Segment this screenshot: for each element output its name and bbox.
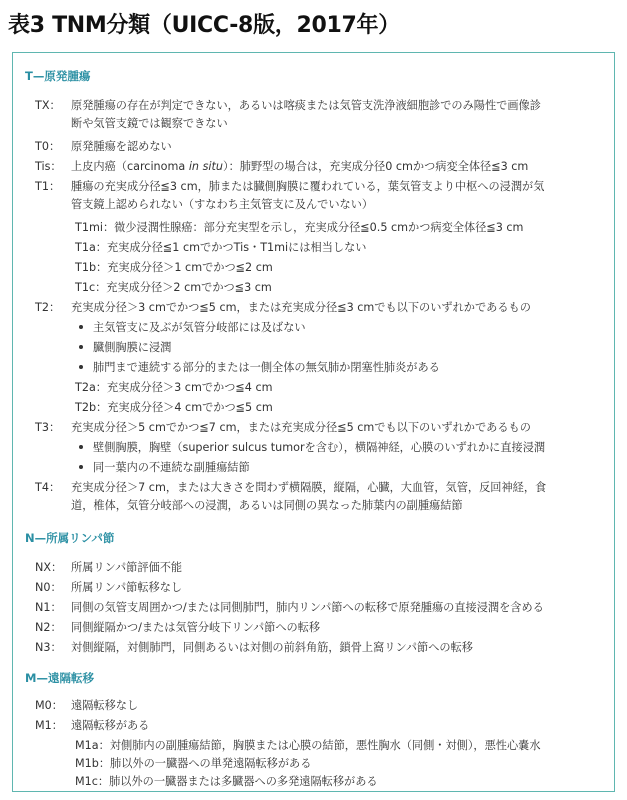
text-tx xyxy=(71,99,596,131)
sub-t1a: T1a：充実成分径≦1 cmでかつTis・T1miには相当しない xyxy=(75,241,367,254)
text-m0: 遠隔転移なし xyxy=(71,699,139,712)
bullet-t3-1 xyxy=(79,441,599,455)
bullet-text: 臓側胸膜に浸潤 xyxy=(93,341,172,354)
sub-m1a: M1a：対側肺内の副腫瘍結節，胸膜または心膜の結節，悪性胸水（同側・対側），悪性心嚢水 xyxy=(75,739,541,752)
sub-m1c: M1c：肺以外の一臓器または多臓器への多発遠隔転移がある xyxy=(75,775,378,788)
text-t3: 充実成分径＞5 cmでかつ≦7 cm，または充実成分径≦5 cmでも以下のいずれかであるもの xyxy=(71,421,531,434)
sub-t1b: T1b：充実成分径＞1 cmでかつ≦2 cm xyxy=(75,261,273,274)
bullet-t2-1 xyxy=(79,321,599,335)
code-n0: N0： xyxy=(35,581,62,594)
section-heading-m: M—遠隔転移 xyxy=(25,671,94,685)
tis-pre: 上皮内癌（carcinoma xyxy=(71,160,189,173)
bullet-text: 主気管支に及ぶが気管分岐部には及ばない xyxy=(93,321,306,334)
text-tis xyxy=(71,160,596,174)
tis-italic: in situ xyxy=(188,160,223,173)
page-title: 表3 TNM分類（UICC-8版，2017年） xyxy=(8,13,400,38)
bullet-dot xyxy=(79,445,83,449)
tis-post: ）：肺野型の場合は，充実成分径0 cmかつ病変全体径≦3 cm xyxy=(222,160,529,173)
section-heading-n: N—所属リンパ節 xyxy=(25,531,115,545)
text-t2: 充実成分径＞3 cmでかつ≦5 cm，または充実成分径≦3 cmでも以下のいずれかであるもの xyxy=(71,301,531,314)
text-nx: 所属リンパ節評価不能 xyxy=(71,561,183,574)
bullet-text: 壁側胸膜，胸壁（superior sulcus tumorを含む），横隔神経，心膜のいずれかに直接浸潤 xyxy=(93,441,546,454)
text-t0: 原発腫瘍を認めない xyxy=(71,140,172,153)
sub-t2b: T2b：充実成分径＞4 cmでかつ≦5 cm xyxy=(75,401,273,414)
bullet-text: 肺門まで連続する部分的または一側全体の無気肺か閉塞性肺炎がある xyxy=(93,361,440,374)
code-n1: N1： xyxy=(35,601,62,614)
text-n0: 所属リンパ節転移なし xyxy=(71,581,183,594)
text-n3: 対側縦隔，対側肺門，同側あるいは対側の前斜角筋，鎖骨上窩リンパ節への転移 xyxy=(71,641,473,654)
t4-line-2: 道，椎体，気管分岐部への浸潤，あるいは同側の異なった肺葉内の副腫瘍結節 xyxy=(71,499,463,512)
sub-t1c: T1c：充実成分径＞2 cmでかつ≦3 cm xyxy=(75,281,272,294)
section-heading-t: T—原発腫瘍 xyxy=(25,69,91,83)
code-m1: M1： xyxy=(35,719,63,732)
code-n3: N3： xyxy=(35,641,62,654)
sub-m1b: M1b：肺以外の一臓器への単発遠隔転移がある xyxy=(75,757,312,770)
sub-t1mi: T1mi：微少浸潤性腺癌：部分充実型を示し，充実成分径≦0.5 cmかつ病変全体径≦3 cm xyxy=(75,221,524,234)
code-tis: Tis： xyxy=(35,160,62,173)
tx-line-1: 原発腫瘍の存在が判定できない，あるいは喀痰または気管支洗浄液細胞診でのみ陽性で画像診 xyxy=(71,99,541,112)
tx-line-2: 断や気管支鏡では観察できない xyxy=(71,117,228,130)
text-t1 xyxy=(71,180,596,212)
text-m1: 遠隔転移がある xyxy=(71,719,150,732)
bullet-t3-2 xyxy=(79,461,599,475)
code-t1: T1： xyxy=(35,180,61,193)
bullet-dot xyxy=(79,325,83,329)
bullet-t2-2 xyxy=(79,341,599,355)
text-n1: 同側の気管支周囲かつ/または同側肺門，肺内リンパ節への転移で原発腫瘍の直接浸潤を含める xyxy=(71,601,544,614)
tnm-table-box xyxy=(12,52,615,792)
code-t3: T3： xyxy=(35,421,61,434)
code-m0: M0： xyxy=(35,699,63,712)
sub-t2a: T2a：充実成分径＞3 cmでかつ≦4 cm xyxy=(75,381,273,394)
code-t2: T2： xyxy=(35,301,61,314)
bullet-dot xyxy=(79,365,83,369)
code-t4: T4： xyxy=(35,481,61,494)
text-n2: 同側縦隔かつ/または気管分岐下リンパ節への転移 xyxy=(71,621,321,634)
code-nx: NX： xyxy=(35,561,63,574)
bullet-dot xyxy=(79,465,83,469)
code-tx: TX： xyxy=(35,99,61,112)
bullet-t2-3 xyxy=(79,361,599,375)
t1-line-1: 腫瘍の充実成分径≦3 cm，肺または臓側胸膜に覆われている，葉気管支より中枢への浸潤が気 xyxy=(71,180,545,193)
bullet-text: 同一葉内の不連続な副腫瘍結節 xyxy=(93,461,250,474)
t1-line-2: 管支鏡上認められない（すなわち主気管支に及んでいない） xyxy=(71,198,374,211)
code-n2: N2： xyxy=(35,621,62,634)
code-t0: T0： xyxy=(35,140,61,153)
bullet-dot xyxy=(79,345,83,349)
text-t4 xyxy=(71,481,596,513)
t4-line-1: 充実成分径＞7 cm，または大きさを問わず横隔膜，縦隔，心臓，大血管，気管，反回神経，食 xyxy=(71,481,547,494)
